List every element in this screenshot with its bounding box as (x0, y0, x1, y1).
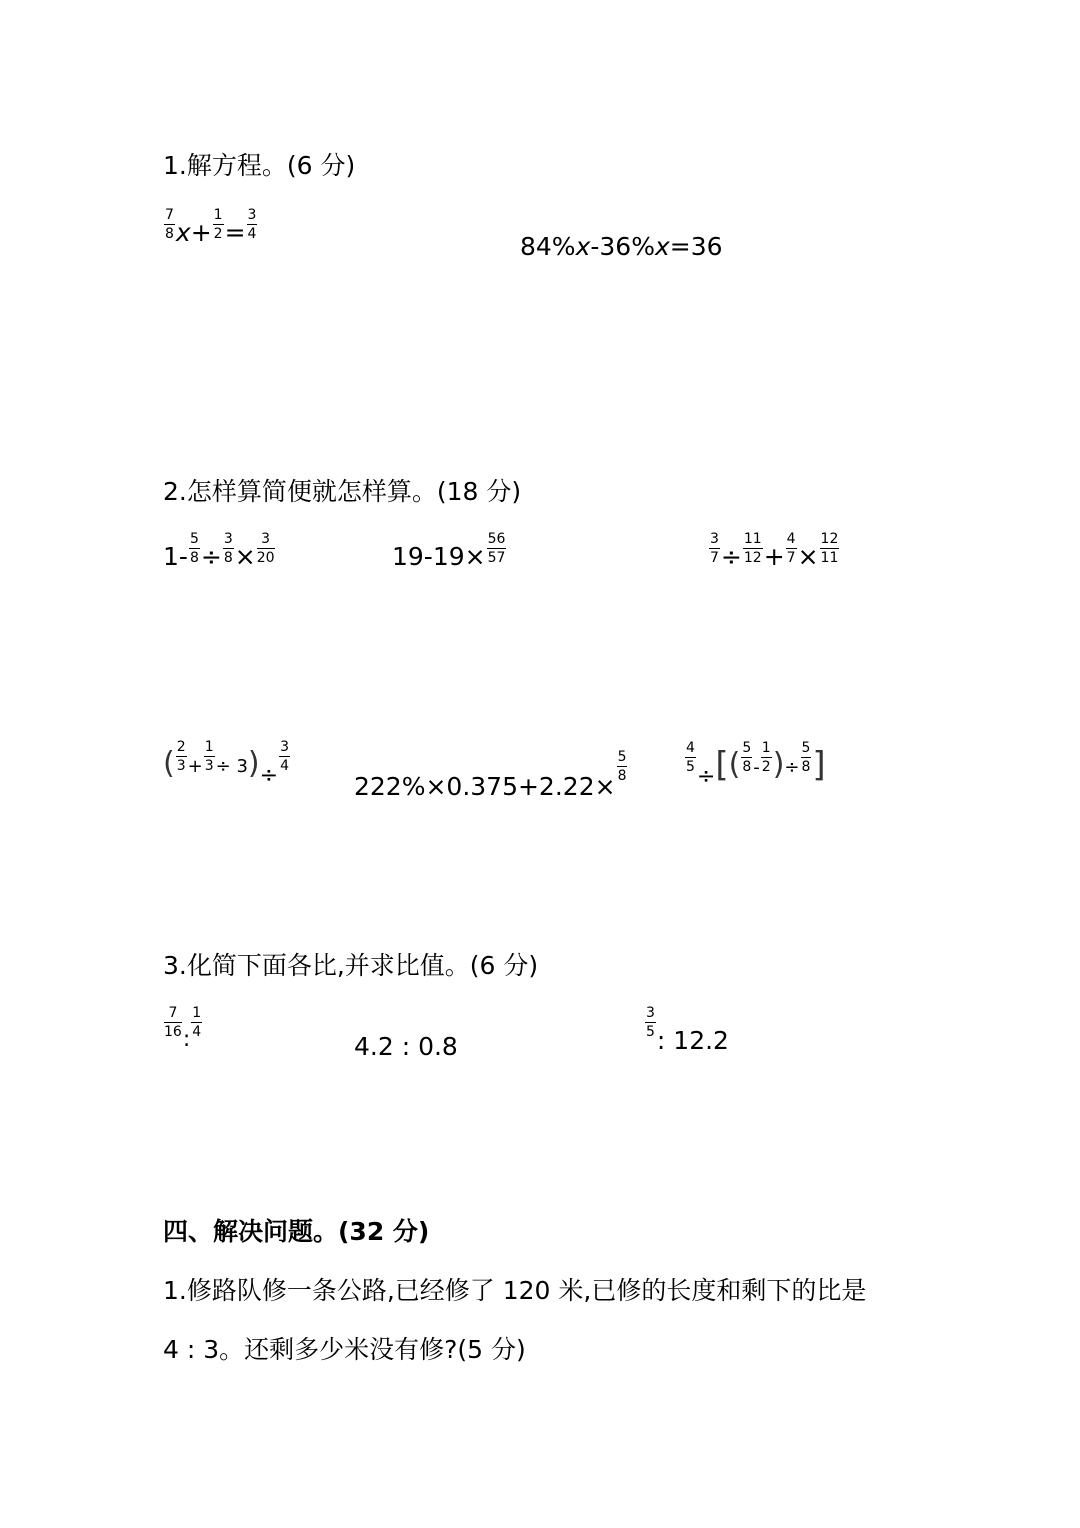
problem-2-2: 19-19× $\frac{56}{57}$ (392, 531, 506, 571)
section-2-title: 2.怎样算简便就怎样算。(18 分) (163, 477, 522, 506)
section-4-title: 四、解决问题。(32 分) (163, 1217, 430, 1246)
equation-1: $\frac{7}{8}$ x+ $\frac{1}{2}$ = $\frac{3}{4}$ (165, 207, 257, 247)
ratio-3: $\frac{3}{5}$ : 12.2 (646, 1005, 729, 1055)
question-1-line-2: 4 : 3。还剩多少米没有修?(5 分) (163, 1335, 526, 1364)
fraction: $\frac{1}{2}$ (213, 207, 223, 242)
problem-2-1: 1- $\frac{5}{8}$ ÷ $\frac{3}{8}$ × $\frac{3}{20}$ (163, 531, 275, 571)
fraction: $\frac{7}{8}$ (165, 207, 174, 242)
problem-2-6: $\frac{4}{5}$ ÷[( $\frac{5}{8}$ - $\frac{1}{2}$ )÷ $\frac{5}{8}$ ] (686, 740, 826, 789)
problem-2-4: ( $\frac{2}{3}$ + $\frac{1}{3}$ ÷ 3)÷ $\frac{3}{4}$ (163, 739, 289, 788)
section-1-title: 1.解方程。(6 分) (163, 151, 356, 180)
question-1-line-1: 1.修路队修一条公路,已经修了 120 米,已修的长度和剩下的比是 (163, 1276, 867, 1305)
ratio-2: 4.2 : 0.8 (354, 1032, 458, 1061)
section-3-title: 3.化简下面各比,并求比值。(6 分) (163, 951, 539, 980)
problem-2-3: $\frac{3}{7}$ ÷ $\frac{11}{12}$ + $\frac{4}{7}$ × $\frac{12}{11}$ (710, 531, 839, 571)
fraction: $\frac{3}{4}$ (247, 207, 257, 242)
ratio-1: $\frac{7}{16}$ : $\frac{1}{4}$ (164, 1005, 202, 1052)
problem-2-5: 222%×0.375+2.22× $\frac{5}{8}$ (354, 749, 627, 801)
equation-2: 84%x-36%x=36 (520, 232, 723, 261)
